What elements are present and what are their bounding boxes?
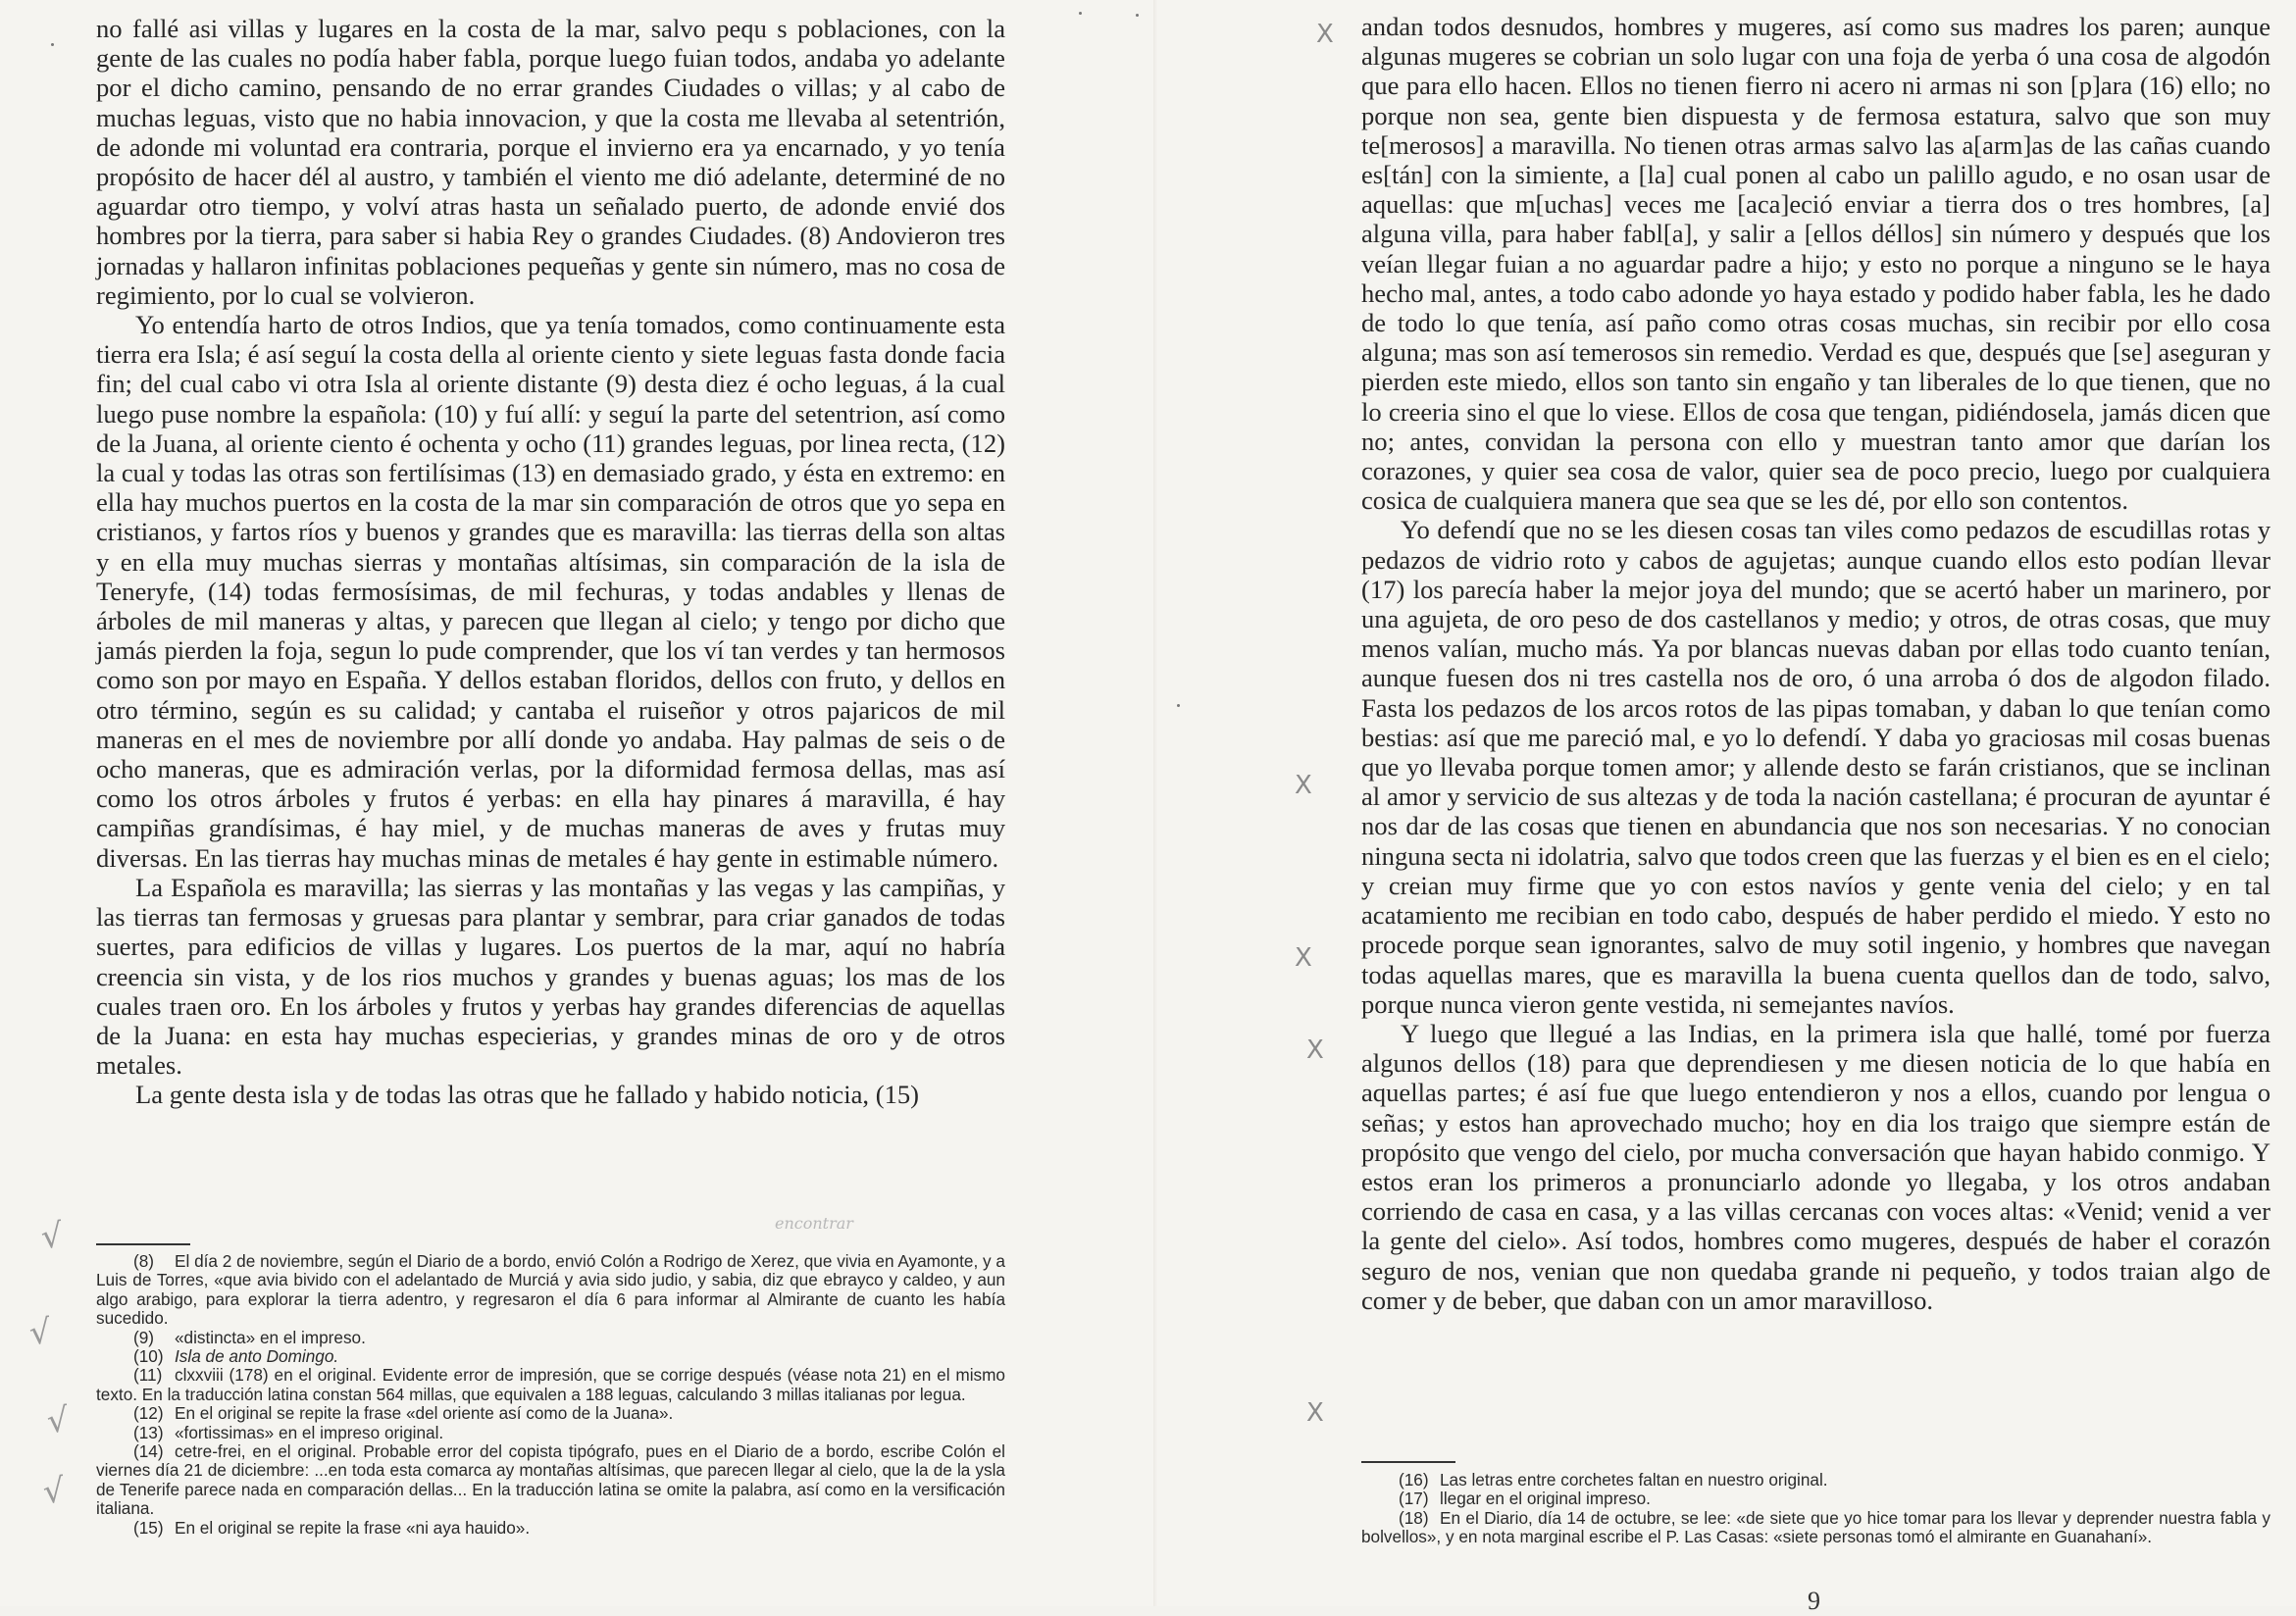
paragraph: Yo defendí que no se les diesen cosas tan viles como pedazos de escudillas rotas y pedazos de vidrio roto y cabos de agujetas; aunque cuando ellos esto podían llevar (17) los parecía haber la mejor joya del mundo; que se acertó haber un marinero, por una agujeta, de oro peso de dos castellanos y medio; y otros, de otras cosas, que muy menos valían, mucho más. Ya por blancas nuevas daban por ellas todo cuanto tenían, aunque fuesen dos ni tres castella nos de oro, ó una arroba ó dos de algodon filado. Fasta los pedazos de los arcos rotos de las pipas tomaban, y daban lo que tenían como bestias: así que me pareció mal, e yo lo defendí. Y daba yo graciosas mil cosas buenas que yo llevaba porque tomen amor; y allende desto se farán cristianos, que se inclinan al amor y servicio de sus altezas y de toda la nación castellana; é procuran de ayuntar é nos dar de las cosas que tienen en abundancia que nos son necesarias. Y no conocian ninguna secta ni idolatria, salvo que todos creen que las fuerzas y el bien es en el cielo; y creian muy firme que yo con estos navíos y gente venia del cielo; y en tal acatamiento me recibian en todo cabo, después de haber perdido el miedo. Y esto no procede porque sean ignorantes, salvo de muy sotil ingenio, y hombres que navegan todas aquellas mares, que es maravilla la buena cuenta quellos dan de todo, salvo, porque nunca vieron gente vestida, ni semejantes navíos. [1361,515,2270,1019]
right-body-text [1361,12,2270,1315]
pencil-annotation: encontrar [775,1214,853,1233]
footnote: (17) llegar en el original impreso. [1399,1489,1651,1509]
pencil-check-mark: √ [44,1399,71,1442]
footnote: (8) El día 2 de noviembre, según el Diario de a bordo, envió Colón a Rodrigo de Xerez, que vivia en Ayamonte, y a Luis de Torres, «que avia bivido con el adelantado de Murciá y avia sido judio, y sabia, diz que ebrayco y caldeo, y aun algo arabigo, para explorar la tierra adentro, y regresaron el día 6 para informar al Almirante de cuanto les había sucedido. [96,1251,1005,1329]
footnote: (12) En el original se repite la frase «del oriente así como de la Juana». [133,1403,674,1424]
footnote: (14) cetre-frei, en el original. Probable error del copista tipógrafo, pues en el Diario de a bordo, escribe Colón el viernes día 21 de diciembre: ...en toda esta comarca ay montañas altísimas, que parecen llegar al cielo, que la de la ysla de Tenerife parece nada en comparación dellas... En la traducción latina se omite la palabra, así como en la versificación italiana. [96,1441,1005,1519]
pencil-check-mark: √ [40,1470,67,1513]
pencil-cross-mark: X [1295,771,1312,800]
paragraph: andan todos desnudos, hombres y mugeres, así como sus madres los paren; aunque algunas mugeres se cobrian un solo lugar con una foja de yerba ó una cosa de algodón que para ello hacen. Ellos no tienen fierro ni acero ni armas ni son [p]ara (16) ello; no porque non sea, gente bien dispuesta y de fermosa estatura, salvo que son muy te[merosos] a maravilla. No tienen otras armas salvo las a[arm]as de las cañas cuando es[tán] con la simiente, a [la] cual ponen al cabo un palillo agudo, e no osan usar de aquellas: que m[uchas] veces me [aca]eció enviar a tierra dos o tres hombres, [a] alguna villa, para haber fabl[a], y salir a [ellos déllos] sin número y después que los veían llegar fuian a no aguardar padre a hijo; y esto no porque a ninguno se le haya hecho mal, antes, a todo cabo adonde yo haya estado y podido haber fabla, les he dado de todo lo que tenía, así paño como otras cosas muchas, sin recibir por ello cosa alguna; mas son así temerosos sin remedio. Verdad es que, después que [se] aseguran y pierden este miedo, ellos son tanto sin engaño y tan liberales de lo que tienen, que no lo creeria sino el que lo viese. Ellos de cosa que tengan, pidiéndosela, jamás dicen que no; antes, convidan la persona con ello y muestran tanto amor que darían los corazones, y quier sea cosa de valor, quier sea de poco precio, luego por cualquiera cosica de cualquiera manera que sea que se les dé, por ello son contentos. [1361,12,2270,516]
footnote-rule [96,1243,190,1245]
pencil-check-mark: √ [26,1311,53,1354]
pencil-cross-mark: X [1316,20,1334,49]
speck [51,43,54,46]
paragraph: La gente desta isla y de todas las otras que he fallado y habido noticia, (15) [135,1080,920,1110]
left-footnotes [96,1252,1005,1538]
speck [1136,14,1139,17]
footnote: (16) Las letras entre corchetes faltan en nuestro original. [1399,1470,1828,1490]
paragraph: no fallé asi villas y lugares en la costa de la mar, salvo pequ s poblaciones, con la gente de las cuales no podía haber fabla, porque luego fuian todos, andaba yo adelante por el dicho camino, pensando de no errar grandes Ciudades o villas; y al cabo de muchas leguas, visto que no habia innovacion, y que la costa me llevaba al setentrión, de adonde mi voluntad era contraria, porque el invierno era ya encarnado, y yo tenía propósito de hacer dél al austro, y también el viento me dió adelante, determiné de no aguardar otro tiempo, y volví atras hasta un señalado puerto, de adonde envié dos hombres por la tierra, para saber si habia Rey o grandes Ciudades. (8) Andovieron tres jornadas y hallaron infinitas poblaciones pequeñas y gente sin número, mas no cosa de regimiento, por lo cual se volvieron. [96,14,1005,310]
footnote: (15) En el original se repite la frase «ni aya hauido». [133,1517,531,1538]
speck [1177,704,1180,707]
footnote: (13) «fortissimas» en el impreso original. [133,1422,444,1442]
page-number: 9 [1808,1587,1820,1615]
speck [1079,12,1082,15]
pencil-cross-mark: X [1306,1398,1324,1428]
paragraph: Yo entendía harto de otros Indios, que ya tenía tomados, como continuamente esta tierra era Isla; é así seguí la costa della al oriente ciento y siete leguas fasta donde facia fin; del cual cabo vi otra Isla al oriente distante (9) desta diez é ocho leguas, á la cual luego puse nombre la española: (10) y fuí allí: y seguí la parte del setentrion, así como de la Juana, al oriente ciento é ochenta y ocho (11) grandes leguas, por linea recta, (12) la cual y todas las otras son fertilísimas (13) en demasiado grado, y ésta en extremo: en ella hay muchos puertos en la costa de la mar sin comparación de otros que yo sepa en cristianos, y fartos ríos y buenos y grandes que es maravilla: las tierras della son altas y en ella muy muchas sierras y montañas altísimas, sin comparación de la isla de Teneryfe, (14) todas fermosísimas, de mil fechuras, y todas andables y llenas de árboles de mil maneras y altas, y parecen que llegan al cielo; y tengo por dicho que jamás pierden la foja, segun lo pude comprender, que los ví tan verdes y tan hermosos como son por mayo en España. Y dellos estaban floridos, dellos con fruto, y dellos en otro término, según es su calidad; y cantaba el ruiseñor y otros pajaricos de mil maneras en el mes de noviembre por allí donde yo andaba. Hay palmas de seis o de ocho maneras, que es admiración verlas, por la diformidad fermosa dellas, mas así como los otros árboles y frutos é yerbas: en ella hay pinares á maravilla, é hay campiñas grandísimas, é hay miel, y de muchas maneras de aves y frutas muy diversas. En las tierras hay muchas minas de metales é hay gente in estimable número. [96,310,1005,873]
pencil-cross-mark: X [1306,1035,1324,1065]
paragraph: La Española es maravilla; las sierras y las montañas y las vegas y las campiñas, y las tierras tan fermosas y gruesas para plantar y sembrar, para criar ganados de todas suertes, para edificios de villas y lugares. Los puertos de la mar, aquí no habría creencia sin vista, y de los rios muchos y grandes y buenas aguas; los mas de los cuales traen oro. En los árboles y frutos y yerbas hay grandes diferencias de aquellas de la Juana: en esta hay muchas especierias, y grandes minas de oro y de otros metales. [96,872,1005,1081]
right-footnotes [1361,1471,2270,1547]
footnote-rule [1361,1461,1455,1463]
footnote: (9) «distincta» en el impreso. [133,1327,366,1347]
pencil-cross-mark: X [1295,943,1312,973]
footnote: (18) En el Diario, día 14 de octubre, se lee: «de siete que yo hice tomar para los llevar y deprender nuestra fabla y bolvellos», y en nota marginal escribe el P. Las Casas: «siete personas tomó el almirante en Guanahaní». [1361,1507,2270,1547]
pencil-check-mark: √ [38,1215,65,1258]
paragraph: Y luego que llegué a las Indias, en la primera isla que hallé, tomé por fuerza algunos dellos (18) para que deprendiesen y me diesen noticia de lo que había en aquellas partes; é así fue que luego entendieron y nos a ellos, cuando por lengua o señas; y estos han aprovechado mucho; hoy en dia los traigo que siempre están de propósito que vengo del cielo, por mucha conversación que hayan habido conmigo. Y estos eran los primeros a pronunciarlo adonde yo llegaba, y los otros andaban corriendo de casa en casa, y a las villas cercanas con voces altas: «Venid; venid a ver la gente del cielo». Así todos, hombres como mugeres, después de haber el corazón seguro de nos, venian que non quedaba grande ni pequeño, y todos traian algo de comer y de beber, que daban con un amor maravilloso. [1361,1018,2270,1315]
left-body-text [96,14,1005,1110]
footnote: (10) Isla de anto Domingo. [133,1346,339,1367]
footnote: (11) clxxviii (178) en el original. Evidente error de impresión, que se corrige después (véase nota 21) en el mismo texto. En la traducción latina constan 564 millas, que equivalen a 188 leguas, calculando 3 millas italianas por legua. [96,1365,1005,1404]
